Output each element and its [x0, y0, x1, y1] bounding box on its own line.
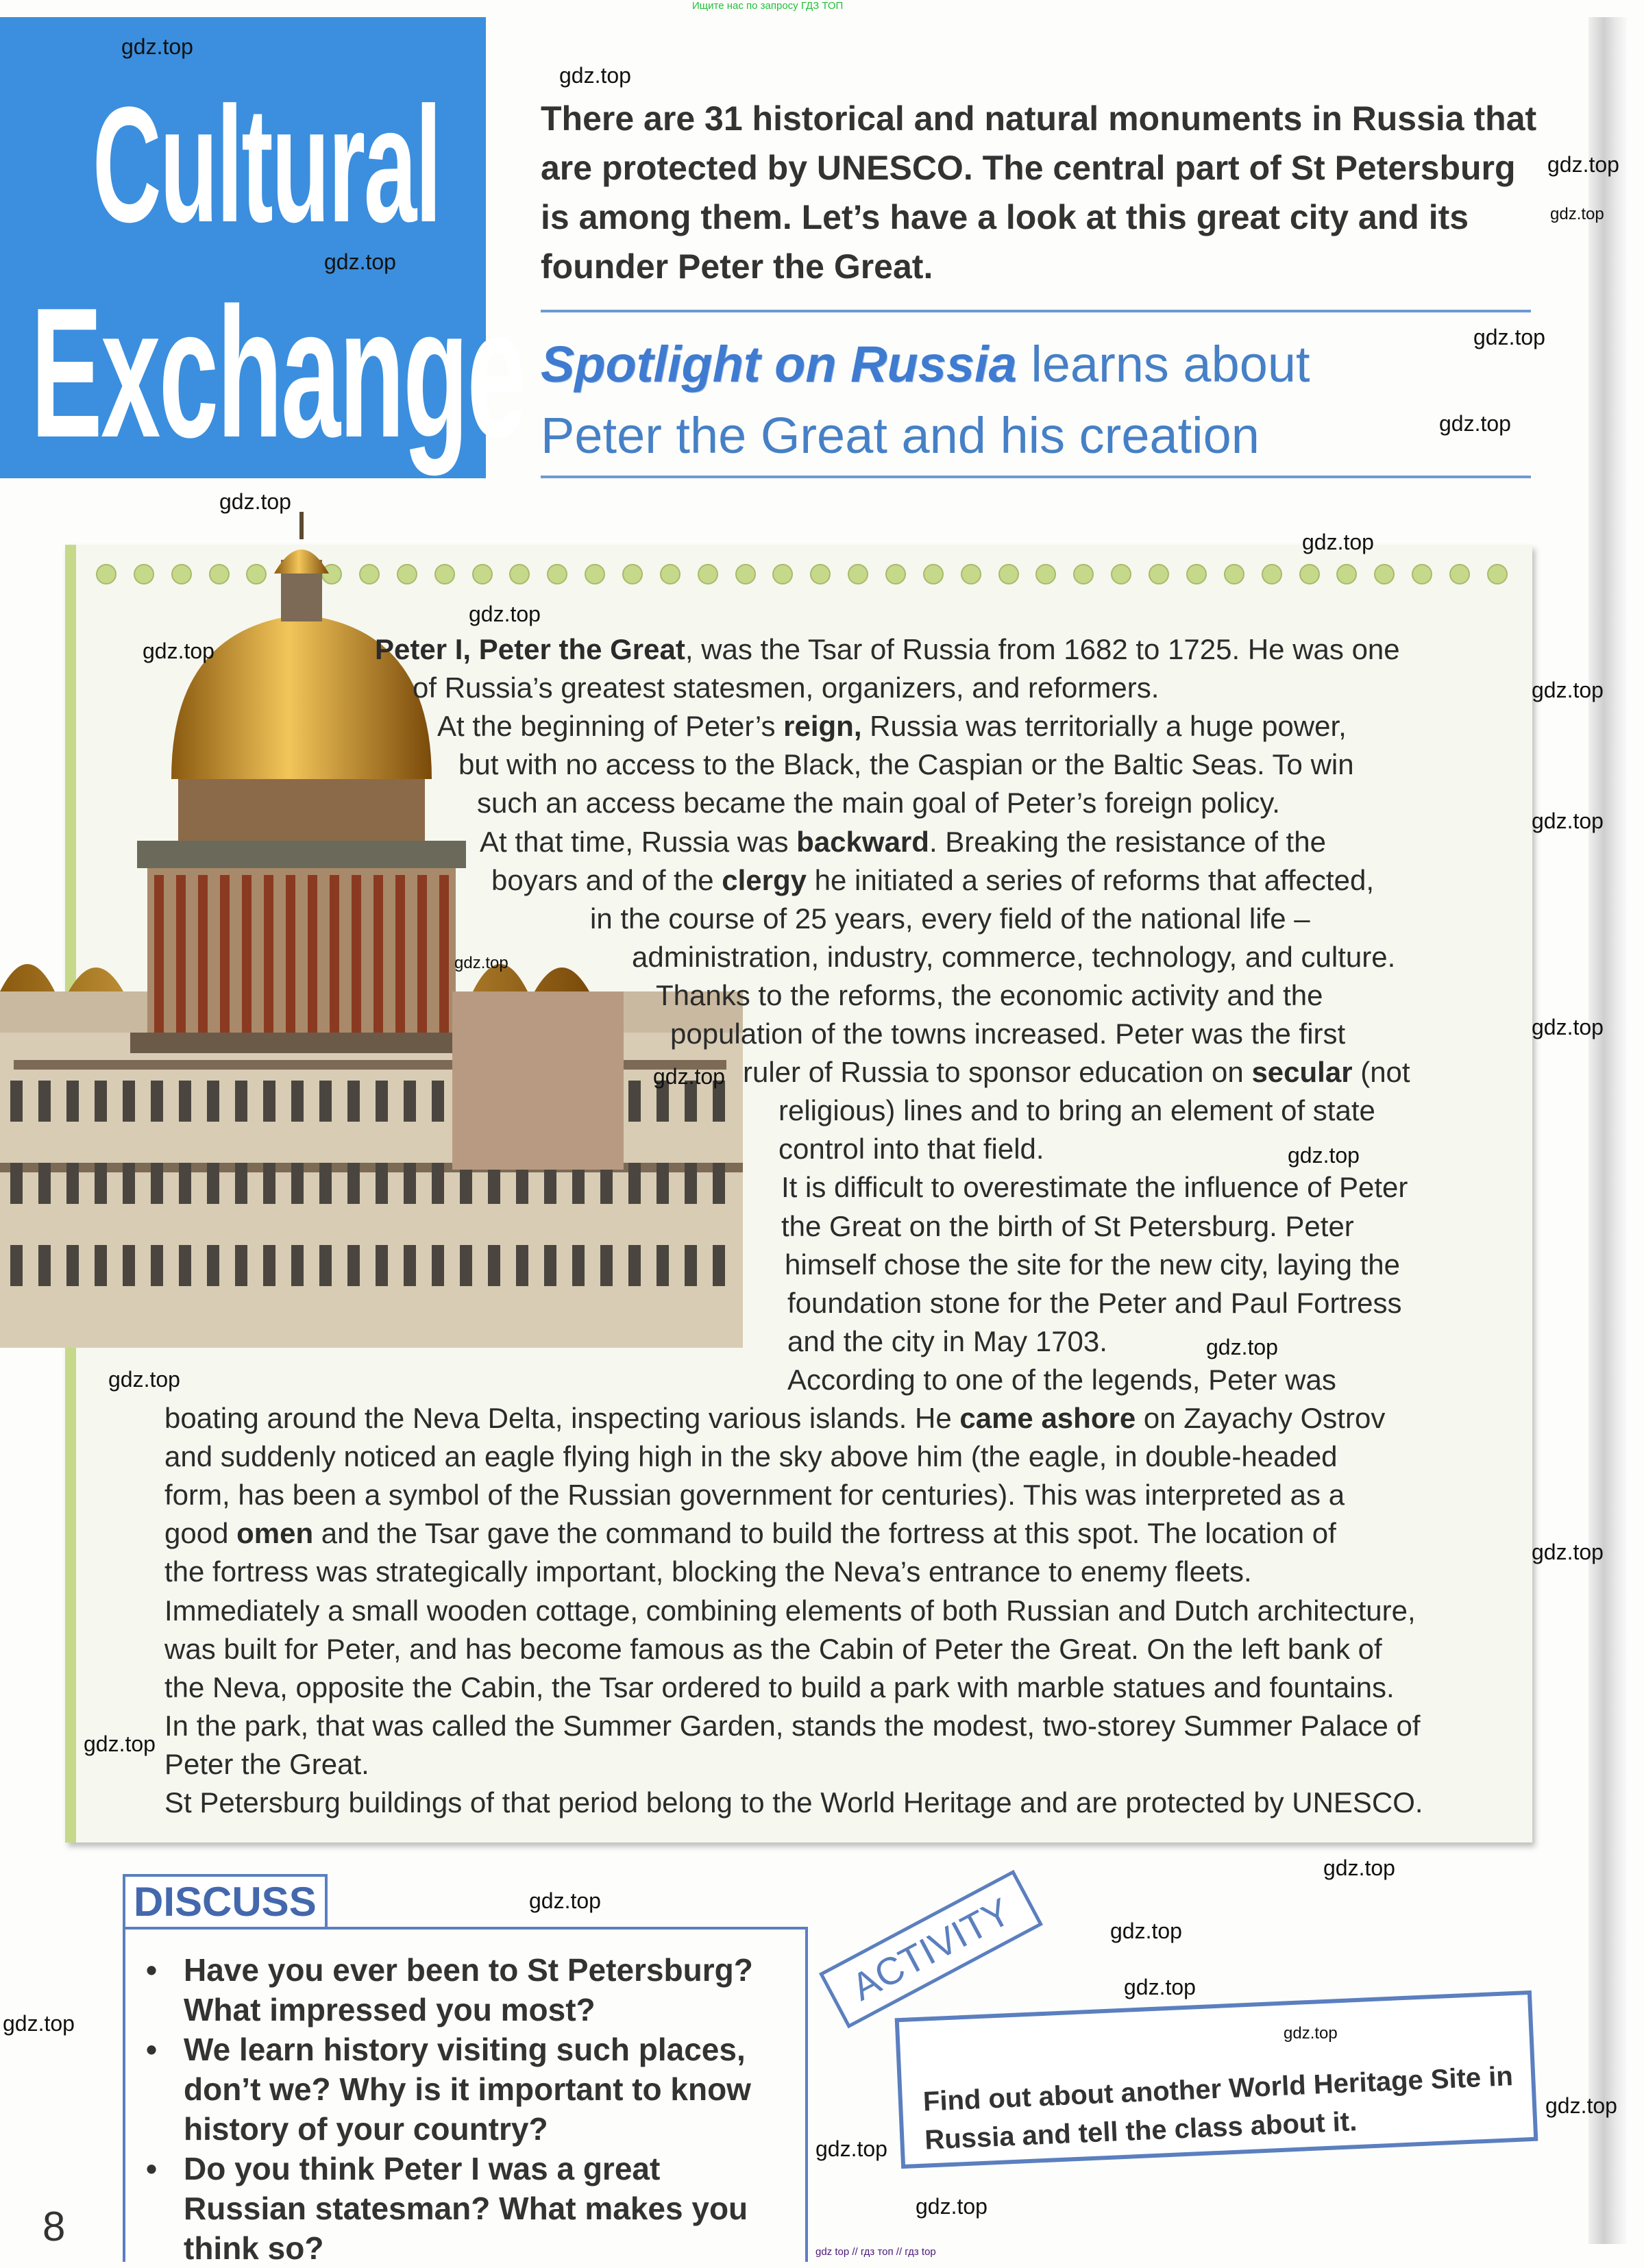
article-line [670, 1015, 1345, 1053]
activity-label: ACTIVITY [819, 1870, 1043, 2029]
watermark: gdz.top [143, 639, 214, 663]
window [685, 1245, 697, 1286]
column [176, 875, 186, 1033]
article-line [164, 1399, 1385, 1438]
watermark: gdz.top [1550, 205, 1604, 223]
binder-hole [810, 564, 831, 584]
article-line [477, 784, 1280, 822]
window [179, 1081, 191, 1122]
key-term: came ashore [959, 1402, 1136, 1434]
watermark: gdz.top [454, 954, 508, 972]
text-run: administration, industry, commerce, technology, and culture. [632, 940, 1396, 973]
intro-paragraph: There are 31 historical and natural monuments in Russia that are protected by UNESCO. The central part of St Petersburg is among them. Let’s have a look at this great city and its founder Peter the Great. [541, 99, 1537, 286]
text-run: but with no access to the Black, the Caspian or the Baltic Seas. To win [458, 748, 1354, 781]
page-fold-edge [1588, 17, 1627, 2244]
watermark: gdz.top [1532, 1540, 1604, 1564]
window [404, 1245, 416, 1286]
article-line [778, 1092, 1375, 1130]
window [95, 1245, 107, 1286]
window [432, 1245, 444, 1286]
window [432, 1163, 444, 1204]
binder-hole [1224, 564, 1244, 584]
window [235, 1163, 247, 1204]
window [516, 1245, 528, 1286]
watermark: gdz.top [1302, 530, 1374, 554]
key-term: secular [1251, 1056, 1353, 1089]
binder-hole [1186, 564, 1207, 584]
key-term: reign, [783, 710, 862, 743]
watermark: gdz.top [1124, 1975, 1196, 1999]
window [572, 1245, 585, 1286]
spotlight-rest: learns about [1016, 336, 1310, 393]
binder-hole [885, 564, 906, 584]
watermark: gdz.top [1532, 809, 1604, 833]
text-run: boyars and of the [491, 863, 722, 896]
window [263, 1245, 275, 1286]
title-block [0, 17, 526, 478]
bullet-icon: • [146, 1952, 158, 1988]
watermark: gdz.top [1110, 1919, 1182, 1943]
article-line [164, 1476, 1345, 1514]
window [713, 1245, 725, 1286]
window [291, 1081, 304, 1122]
watermark: gdz.top [1288, 1143, 1360, 1168]
window [488, 1245, 500, 1286]
column [352, 875, 361, 1033]
window [151, 1081, 163, 1122]
text-run: form, has been a symbol of the Russian government for centuries). This was interpreted as a [164, 1479, 1345, 1512]
watermark: gdz.top [529, 1888, 601, 1913]
binder-hole [1035, 564, 1056, 584]
binder-hole [1374, 564, 1395, 584]
divider-top [541, 310, 1531, 312]
column [154, 875, 164, 1033]
binder-hole [1262, 564, 1282, 584]
text-run: Russia was territorially a huge power, [861, 710, 1347, 743]
window [291, 1245, 304, 1286]
article-line [632, 938, 1395, 976]
divider-bottom [541, 476, 1531, 478]
window [657, 1163, 669, 1204]
article-line [164, 1784, 1423, 1822]
text-run: boating around the Neva Delta, inspecting various islands. He [164, 1402, 960, 1434]
watermark: gdz.top [108, 1367, 180, 1392]
text-run: was built for Peter, and has become famous as the Cabin of Peter the Great. On the left bank of [164, 1632, 1382, 1665]
article-line [164, 1668, 1395, 1707]
article-line [787, 1284, 1402, 1322]
watermark: gdz.top [1206, 1335, 1278, 1359]
spotlight-brand: Spotlight on Russia [541, 336, 1017, 393]
bullet-icon: • [146, 2151, 158, 2186]
discuss-question: • Have you ever been to St Petersburg? What impressed you most? [146, 1950, 792, 2030]
window [713, 1163, 725, 1204]
discuss-question: • Do you think Peter I was a great Russian statesman? What makes you think so? [146, 2149, 792, 2268]
text-run: in the course of 25 years, every field of the national life – [590, 902, 1310, 935]
spotlight-heading [541, 329, 1310, 471]
window [66, 1245, 79, 1286]
column [308, 875, 317, 1033]
bottom-watermark-note: gdz top // гдз топ // гдз top [815, 2246, 936, 2258]
column [198, 875, 208, 1033]
article-line [375, 630, 1400, 669]
text-run: At that time, Russia was [480, 825, 797, 858]
watermark: gdz.top [121, 34, 193, 59]
binder-hole [998, 564, 1019, 584]
spotlight-subtitle: Peter the Great and his creation [541, 407, 1260, 464]
article-line [164, 1707, 1421, 1745]
window [95, 1081, 107, 1122]
text-run: and the city in May 1703. [787, 1324, 1107, 1357]
text-run: and the Tsar gave the command to build the fortress at this spot. The location of [313, 1517, 1336, 1550]
window [10, 1081, 23, 1122]
window [460, 1245, 472, 1286]
window [376, 1163, 388, 1204]
text-run: ruler of Russia to sponsor education on [743, 1056, 1252, 1089]
binder-hole [1073, 564, 1094, 584]
window [179, 1163, 191, 1204]
window [123, 1163, 135, 1204]
text-run: and suddenly noticed an eagle flying high in the sky above him (the eagle, in double-headed [164, 1440, 1338, 1473]
window [319, 1081, 332, 1122]
activity-box [895, 1990, 1538, 2169]
binder-hole [1299, 564, 1320, 584]
text-run: It is difficult to overestimate the influence of Peter [781, 1171, 1408, 1204]
text-run: Thanks to the reforms, the economic activity and the [656, 978, 1323, 1011]
binder-hole [1487, 564, 1508, 584]
window [685, 1163, 697, 1204]
window [179, 1245, 191, 1286]
column [264, 875, 273, 1033]
column [373, 875, 383, 1033]
text-run: the Neva, opposite the Cabin, the Tsar ordered to build a park with marble statues and fountains. [164, 1671, 1395, 1703]
watermark: gdz.top [324, 249, 396, 274]
window [38, 1245, 51, 1286]
key-term: backward [796, 825, 929, 858]
column [439, 875, 449, 1033]
text-run: religious) lines and to bring an element of state [778, 1094, 1375, 1127]
article-line [164, 1592, 1416, 1630]
window [347, 1245, 360, 1286]
text-run: the fortress was strategically important, blocking the Neva’s entrance to enemy fleets. [164, 1555, 1252, 1588]
watermark: gdz.top [815, 2136, 887, 2161]
discuss-box [123, 1927, 808, 2266]
binder-hole [1149, 564, 1169, 584]
window [291, 1163, 304, 1204]
column [286, 875, 295, 1033]
article-line [437, 707, 1347, 745]
text-run: . Breaking the resistance of the [929, 825, 1326, 858]
window [38, 1081, 51, 1122]
window [235, 1245, 247, 1286]
watermark: gdz.top [1284, 2024, 1338, 2043]
window [10, 1163, 23, 1204]
window [66, 1163, 79, 1204]
article-line [491, 861, 1374, 900]
key-term: Peter I, Peter the Great [375, 633, 685, 665]
article-line [164, 1553, 1252, 1591]
column [242, 875, 251, 1033]
window [319, 1163, 332, 1204]
binder-hole [1412, 564, 1432, 584]
window [10, 1245, 23, 1286]
article-line [743, 1053, 1410, 1092]
column [220, 875, 230, 1033]
window [263, 1081, 275, 1122]
page-number: 8 [42, 2204, 66, 2249]
window [628, 1081, 641, 1122]
binder-hole [923, 564, 944, 584]
key-term: omen [236, 1517, 314, 1550]
column [417, 875, 427, 1033]
binder-hole [1111, 564, 1131, 584]
text-run: foundation stone for the Peter and Paul Fortress [787, 1286, 1402, 1319]
watermark: gdz.top [3, 2011, 75, 2036]
window [95, 1163, 107, 1204]
window [432, 1081, 444, 1122]
text-run: In the park, that was called the Summer Garden, stands the modest, two-storey Summer Palace of [164, 1709, 1421, 1742]
window [123, 1245, 135, 1286]
text-run: Peter the Great. [164, 1747, 369, 1780]
text-run: such an access became the main goal of Peter’s foreign policy. [477, 787, 1280, 819]
bullet-icon: • [146, 2032, 158, 2067]
window [319, 1245, 332, 1286]
article-line [458, 745, 1354, 784]
column [395, 875, 405, 1033]
article-line [656, 976, 1323, 1015]
column [330, 875, 339, 1033]
window [207, 1245, 219, 1286]
binder-hole [961, 564, 981, 584]
window [347, 1163, 360, 1204]
article-line [164, 1745, 369, 1784]
watermark: gdz.top [84, 1731, 156, 1756]
text-run: At the beginning of Peter’s [437, 710, 784, 743]
window [263, 1163, 275, 1204]
window [404, 1163, 416, 1204]
title-line-2: Exchange [31, 270, 526, 476]
window [207, 1163, 219, 1204]
watermark: gdz.top [219, 489, 291, 514]
binder-hole [848, 564, 868, 584]
window [628, 1245, 641, 1286]
binder-hole [772, 564, 793, 584]
text-run: on Zayachy Ostrov [1136, 1402, 1386, 1434]
window [347, 1081, 360, 1122]
article-line [413, 669, 1159, 707]
watermark: gdz.top [559, 63, 631, 88]
text-run: Immediately a small wooden cottage, combining elements of both Russian and Dutch architecture, [164, 1594, 1416, 1627]
article-line [480, 823, 1326, 861]
window [207, 1081, 219, 1122]
text-run: control into that field. [778, 1133, 1044, 1166]
window [544, 1245, 556, 1286]
text-run: good [164, 1517, 237, 1550]
binder-hole [1449, 564, 1470, 584]
text-run: the Great on the birth of St Petersburg. Peter [781, 1209, 1354, 1242]
window [235, 1081, 247, 1122]
text-run: population of the towns increased. Peter was the first [670, 1018, 1346, 1050]
article-line [590, 900, 1310, 938]
window [376, 1081, 388, 1122]
article-line [164, 1438, 1338, 1476]
discuss-question: • We learn history visiting such places, don’t we? Why is it important to know history of your country? [146, 2030, 792, 2149]
watermark: gdz.top [1545, 2093, 1617, 2118]
text-run: of Russia’s greatest statesmen, organizers, and reformers. [413, 671, 1160, 704]
window [151, 1163, 163, 1204]
window [66, 1081, 79, 1122]
text-run: St Petersburg buildings of that period belong to the World Heritage and are protected by UNESCO. [164, 1786, 1423, 1819]
article-line [781, 1168, 1408, 1207]
text-run: , was the Tsar of Russia from 1682 to 1725. He was one [685, 633, 1400, 665]
window [657, 1245, 669, 1286]
text-run: According to one of the legends, Peter was [787, 1363, 1336, 1396]
discuss-label: DISCUSS [123, 1874, 328, 1927]
window [404, 1081, 416, 1122]
title-line-1: Cultural [93, 73, 441, 256]
article-line [778, 1130, 1044, 1168]
watermark: gdz.top [1473, 325, 1545, 349]
article-line [787, 1322, 1107, 1361]
watermark: gdz.top [1439, 411, 1511, 436]
article-line [164, 1630, 1382, 1668]
watermark: gdz.top [1547, 152, 1619, 177]
text-run: (not [1352, 1056, 1410, 1089]
watermark: gdz.top [653, 1064, 725, 1089]
watermark: gdz.top [1323, 1856, 1395, 1880]
text-run: himself chose the site for the new city, laying the [785, 1248, 1400, 1281]
watermark: gdz.top [1532, 678, 1604, 702]
text-run: he initiated a series of reforms that affected, [806, 863, 1374, 896]
watermark: gdz.top [1532, 1015, 1604, 1039]
watermark: gdz.top [469, 602, 541, 626]
article-line [781, 1207, 1354, 1246]
window [38, 1163, 51, 1204]
top-search-note: Ищите нас по запросу ГДЗ ТОП [692, 0, 844, 12]
window [628, 1163, 641, 1204]
window [151, 1245, 163, 1286]
key-term: clergy [722, 863, 807, 896]
article-line [164, 1514, 1336, 1553]
watermark: gdz.top [916, 2194, 987, 2219]
window [123, 1081, 135, 1122]
binder-hole [1336, 564, 1357, 584]
activity-text: Find out about another World Heritage Site in Russia and tell the class about it. [922, 2061, 1514, 2156]
article-line [787, 1361, 1336, 1399]
article-line [785, 1246, 1400, 1284]
window [376, 1245, 388, 1286]
window [600, 1245, 613, 1286]
